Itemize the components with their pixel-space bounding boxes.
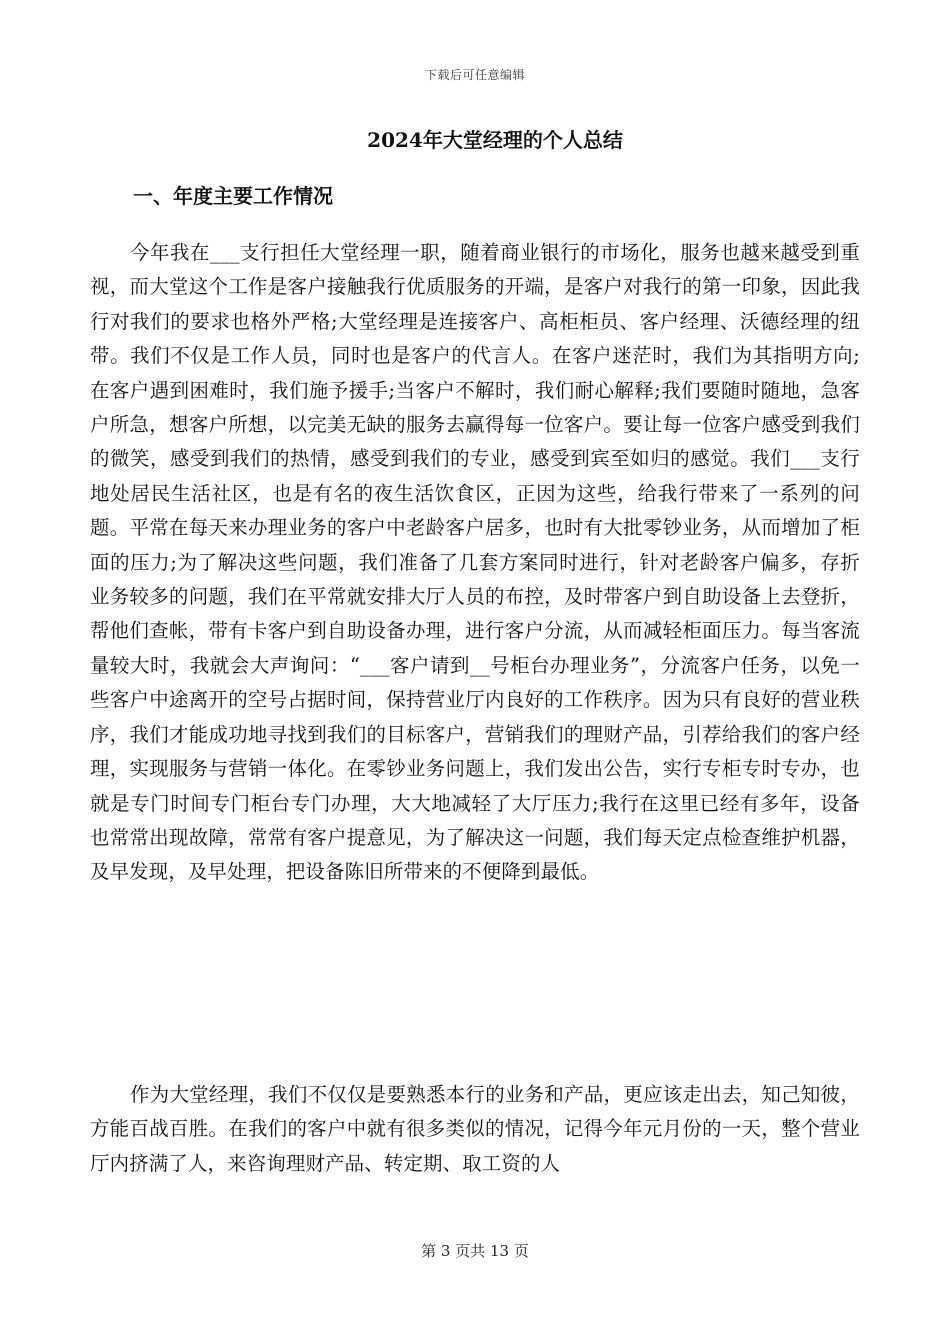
header-note: 下载后可任意编辑 [424,68,525,82]
body-paragraph-1: 今年我在___支行担任大堂经理一职，随着商业银行的市场化，服务也越来越受到重视，而大堂这个工作是客户接触我行优质服务的开端，是客户对我行的第一印象，因此我行对我们的要求也格外严格;大堂经理是连接客户、高柜柜员、客户经理、沃德经理的纽带。我们不仅是工作人员，同时也是客户的代言人。在客户迷茫时，我们为其指明方向;在客户遇到困难时，我们施予援手;当客户不解时，我们耐心解释;我们要随时随地，急客户所急，想客户所想，以完美无缺的服务去赢得每一位客户。要让每一位客户感受到我们的微笑，感受到我们的热情，感受到我们的专业，感受到宾至如归的感觉。我们___支行地处居民生活社区，也是有名的夜生活饮食区，正因为这些，给我行带来了一系列的问题。平常在每天来办理业务的客户中老龄客户居多，也时有大批零钞业务，从而增加了柜面的压力;为了解决这些问题，我们准备了几套方案同时进行，针对老龄客户偏多，存折业务较多的问题，我们在平常就安排大厅人员的布控，及时带客户到自助设备上去登折，帮他们查帐，带有卡客户到自助设备办理，进行客户分流，从而减轻柜面压力。每当客流量较大时，我就会大声询问：“___客户请到__号柜台办理业务”，分流客户任务，以免一些客户中途离开的空号占据时间，保持营业厅内良好的工作秩序。因为只有良好的营业秩序，我们才能成功地寻找到我们的目标客户，营销我们的理财产品，引荐给我们的客户经理，实现服务与营销一体化。在零钞业务问题上，我们发出公告，实行专柜专时专办，也就是专门时间专门柜台专门办理，大大地减轻了大厅压力;我行在这里已经有多年，设备也常常出现故障，常常有客户提意见，为了解决这一问题，我们每天定点检查维护机器，及早发现，及早处理，把设备陈旧所带来的不便降到最低。 [90,241,860,884]
body-paragraph-2: 作为大堂经理，我们不仅仅是要熟悉本行的业务和产品，更应该走出去，知己知彼，方能百战百胜。在我们的客户中就有很多类似的情况，记得今年元月份的一天，整个营业厅内挤满了人，来咨询理财产品、转定期、取工资的人 [90,1083,860,1175]
document-title: 2024年大堂经理的个人总结 [367,128,623,152]
section-heading: 一、年度主要工作情况 [133,184,333,208]
page-footer: 第 3 页共 13 页 [421,1242,529,1260]
